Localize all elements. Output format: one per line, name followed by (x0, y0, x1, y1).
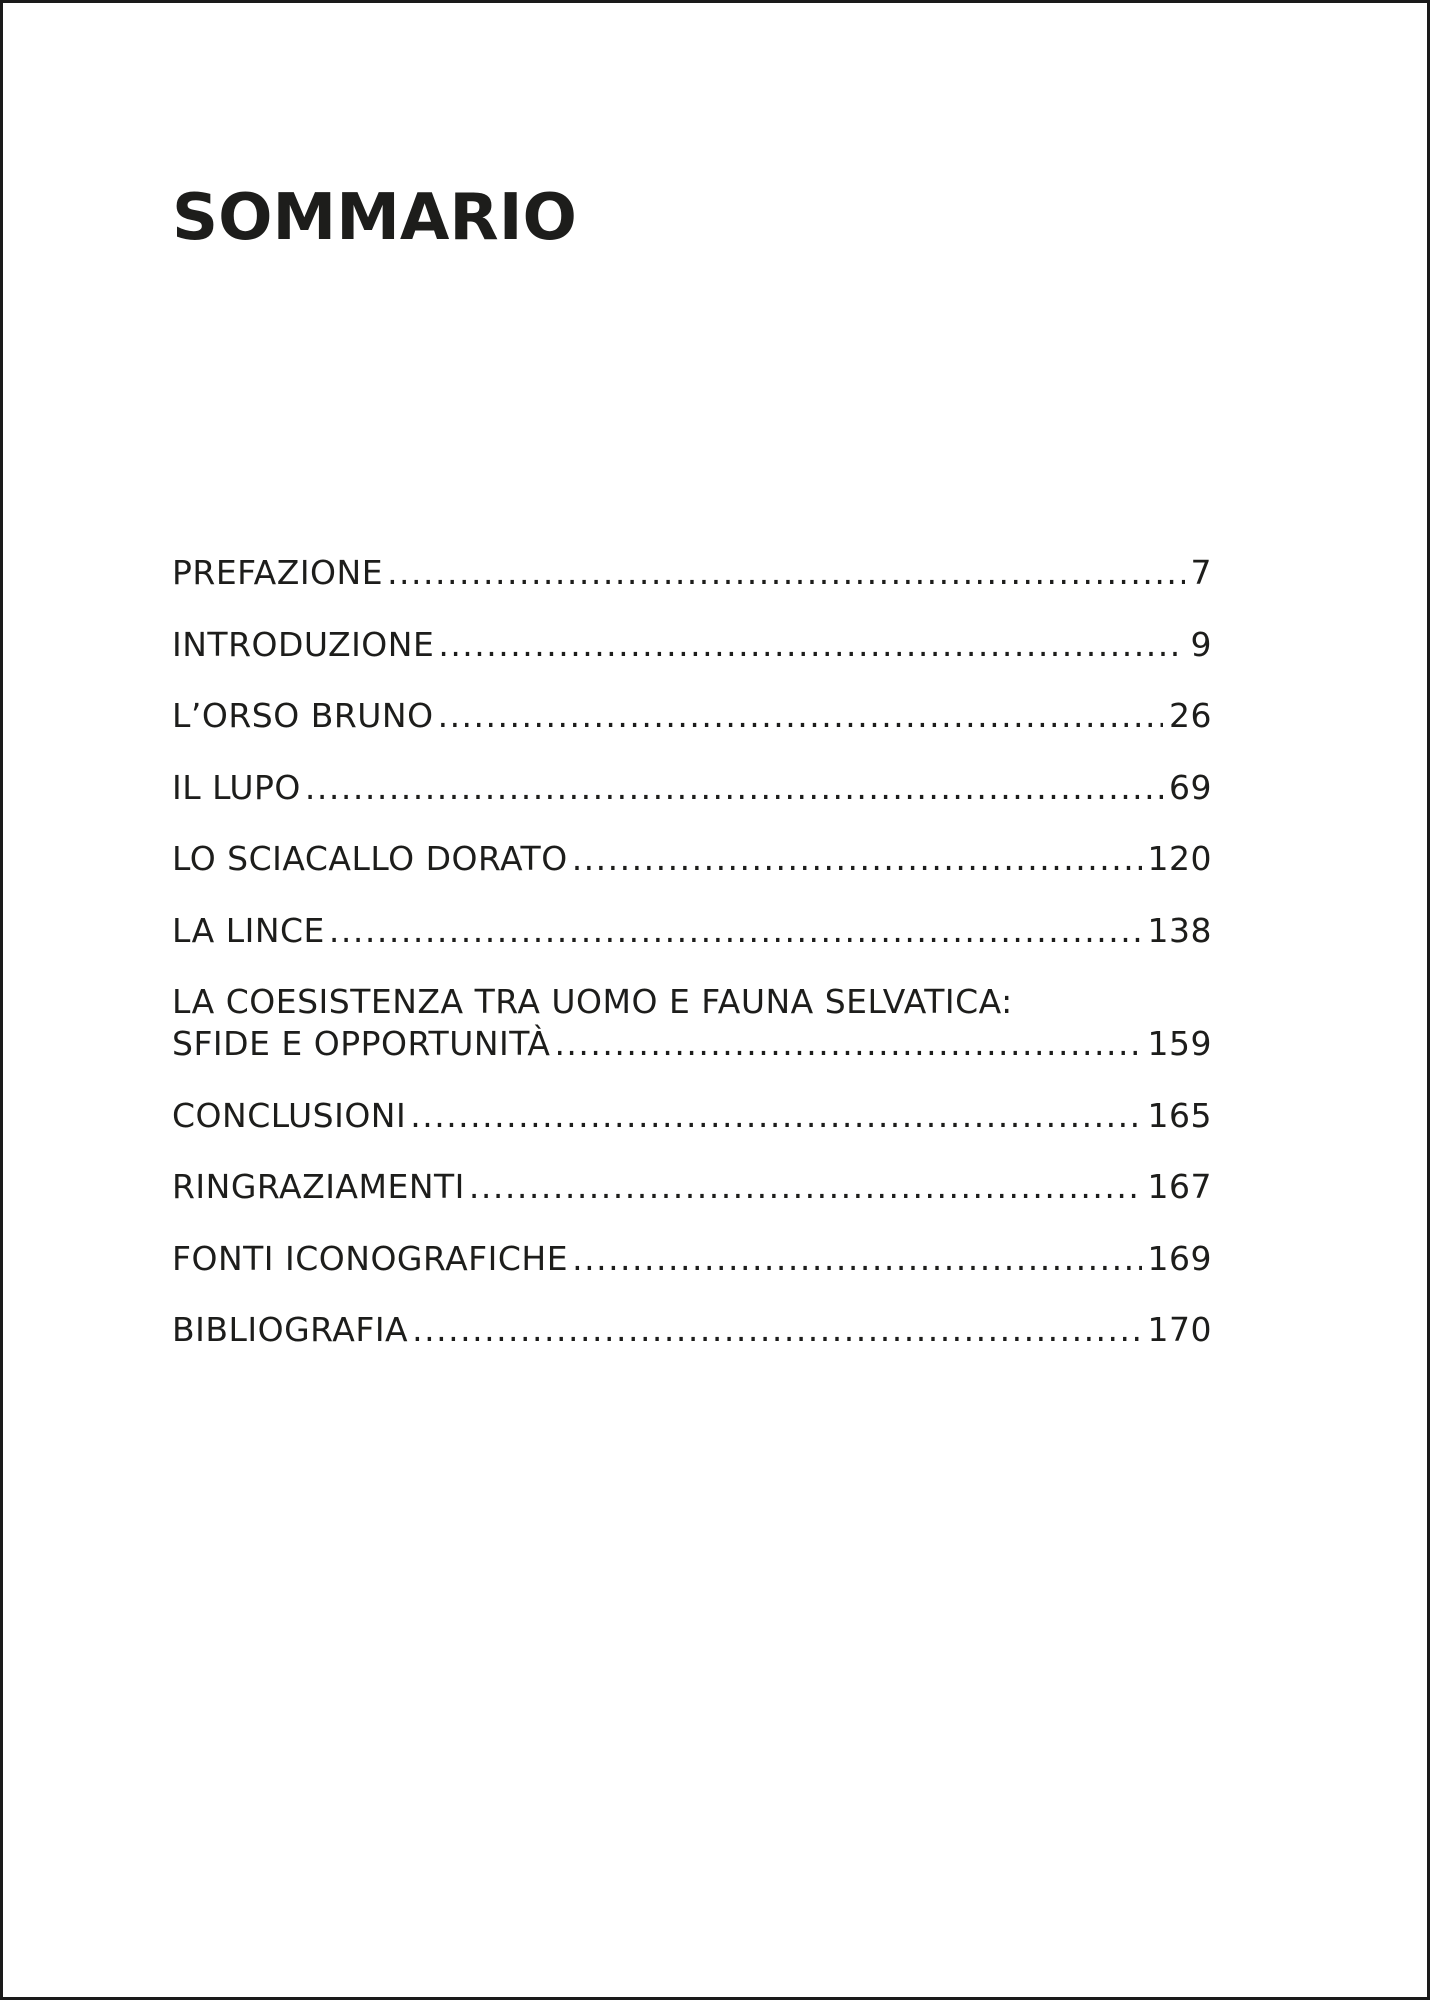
toc-entry-page: 167 (1147, 1167, 1212, 1206)
toc-entry-page: 170 (1147, 1310, 1212, 1349)
toc-entry-label: LO SCIACALLO DORATO (172, 839, 568, 878)
toc-entry-conclusioni[interactable] (172, 1095, 1212, 1137)
toc-entry-page: 159 (1147, 1024, 1212, 1063)
toc-entry-sciacallo-dorato[interactable] (172, 838, 1212, 880)
dot-leader (469, 1166, 1142, 1208)
toc-entry-page: 9 (1190, 624, 1212, 664)
toc-entry-label: LA LINCE (172, 910, 325, 950)
toc-entry-label: BIBLIOGRAFIA (172, 1310, 409, 1349)
toc-entry-page: 138 (1147, 910, 1212, 950)
toc-entry-lince[interactable] (172, 910, 1212, 952)
dot-leader (410, 1095, 1141, 1137)
toc-entry-label: INTRODUZIONE (172, 624, 435, 664)
toc-entry-page: 165 (1147, 1095, 1212, 1135)
toc-entry-label: CONCLUSIONI (172, 1095, 407, 1135)
dot-leader (572, 1238, 1141, 1280)
table-of-contents (172, 552, 1212, 1381)
toc-entry-prefazione[interactable] (172, 552, 1212, 594)
toc-entry-lupo[interactable] (172, 767, 1212, 809)
toc-entry-label-line1: LA COESISTENZA TRA UOMO E FAUNA SELVATICA: (172, 982, 1013, 1021)
dot-leader (438, 624, 1184, 666)
toc-entry-bibliografia[interactable] (172, 1309, 1212, 1351)
dot-leader (305, 767, 1163, 809)
toc-entry-orso-bruno[interactable] (172, 695, 1212, 737)
toc-entry-label: IL LUPO (172, 767, 301, 807)
dot-leader (387, 552, 1184, 594)
toc-entry-page: 120 (1147, 839, 1212, 878)
toc-entry-page: 169 (1147, 1238, 1212, 1278)
toc-entry-ringraziamenti[interactable] (172, 1166, 1212, 1208)
dot-leader (572, 838, 1142, 880)
toc-entry-coesistenza[interactable] (172, 981, 1212, 1065)
dot-leader (412, 1309, 1141, 1351)
toc-entry-label: RINGRAZIAMENTI (172, 1167, 465, 1206)
toc-entry-label: SFIDE E OPPORTUNITÀ (172, 1024, 551, 1063)
toc-entry-introduzione[interactable] (172, 624, 1212, 666)
toc-entry-page: 7 (1190, 553, 1212, 592)
toc-entry-label: FONTI ICONOGRAFICHE (172, 1238, 569, 1278)
dot-leader (554, 1023, 1141, 1065)
toc-entry-label: PREFAZIONE (172, 553, 384, 592)
toc-entry-fonti-iconografiche[interactable] (172, 1238, 1212, 1280)
dot-leader (438, 695, 1163, 737)
page-title: SOMMARIO (172, 181, 577, 255)
toc-entry-page: 69 (1169, 767, 1212, 807)
dot-leader (329, 910, 1142, 952)
toc-entry-page: 26 (1169, 696, 1212, 735)
toc-entry-label: L’ORSO BRUNO (172, 696, 434, 735)
